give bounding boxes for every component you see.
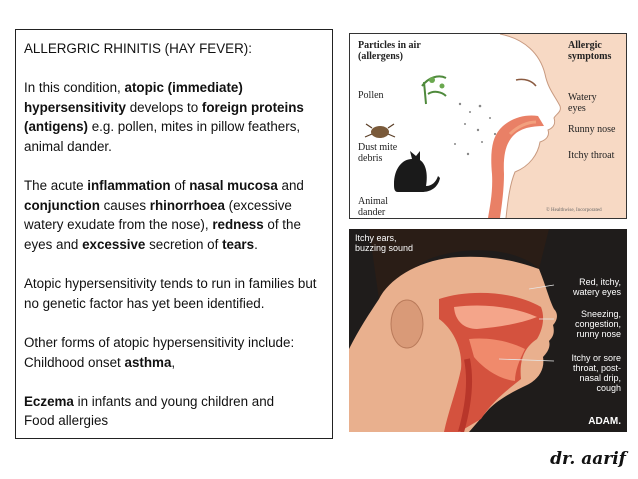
paragraph-other-forms	[24, 333, 324, 372]
text-run: (excessive watery exudate from the nose),	[24, 197, 292, 233]
ear	[391, 300, 423, 348]
paragraph-eczema	[24, 392, 324, 431]
text-run: of the eyes and	[24, 217, 301, 252]
adam-logo: ADAM.	[588, 416, 621, 427]
bold-term: tears	[222, 236, 255, 252]
text-run: In this condition,	[24, 80, 125, 96]
text-run: secretion of	[145, 236, 223, 252]
food-allergies: Food allergies	[24, 413, 109, 429]
asthma-word: asthma	[124, 354, 172, 370]
asthma-prefix: Childhood onset	[24, 354, 125, 370]
pollen-label: Pollen	[358, 90, 384, 101]
paragraph-families: Atopic hypersensitivity tends to run in families but no genetic factor has yet been identified.	[24, 276, 317, 311]
bold-term: excessive	[82, 236, 146, 252]
itchy-ears-label: Itchy ears, buzzing sound	[355, 233, 414, 253]
asthma-suffix: ,	[171, 354, 176, 370]
text-run: The acute	[24, 178, 88, 194]
cat-icon	[394, 151, 440, 192]
allergens-illustration	[349, 33, 627, 219]
anatomy-illustration	[349, 229, 627, 432]
bold-term: redness	[212, 217, 264, 233]
panel-heading: ALLERGRIC RHINITIS (HAY FEVER):	[24, 41, 252, 56]
itchy-throat-label: Itchy or sore throat, post- nasal drip, cough	[571, 353, 621, 393]
particles-label: Particles in air (allergens)	[358, 40, 421, 62]
pollen-grain	[429, 77, 435, 83]
text-run: causes	[99, 197, 150, 213]
text-panel	[15, 29, 333, 439]
text-run: e.g. pollen, mites in pillow feathers, animal dander.	[24, 119, 301, 154]
bold-term: nasal mucosa	[189, 178, 278, 194]
text-run: develops to	[125, 99, 202, 115]
bold-term: conjunction	[24, 197, 100, 213]
runny-nose-label: Runny nose	[568, 124, 616, 135]
animal-dander-label: Animal dander	[358, 196, 388, 218]
paragraph-inflammation	[24, 176, 324, 254]
eczema-word: Eczema	[24, 393, 74, 409]
particles	[454, 103, 496, 155]
itchy-throat-label: Itchy throat	[568, 150, 615, 161]
other-forms-line: Other forms of atopic hypersensitivity include:	[24, 334, 295, 350]
bold-term: rhinorrhoea	[149, 197, 225, 213]
bold-term: inflammation	[87, 178, 171, 194]
symptoms-label: Allergic symptoms	[568, 40, 612, 62]
watery-eyes-label: Watery eyes	[568, 92, 597, 114]
eye-line	[516, 79, 536, 86]
text-run: .	[254, 236, 258, 252]
text-run: of	[170, 178, 190, 194]
author-signature: dr. aarif	[550, 449, 626, 469]
bold-term: foreign proteins (antigens)	[24, 99, 304, 135]
text-run: and	[277, 178, 304, 194]
sneezing-label: Sneezing, congestion, runny nose	[574, 309, 621, 339]
red-eyes-label: Red, itchy, watery eyes	[572, 277, 621, 297]
eczema-rest: in infants and young children and	[73, 393, 275, 409]
paragraph-atopic	[24, 78, 324, 156]
image-credit: © Healthwise, Incorporated	[546, 208, 602, 213]
dust-mite-label: Dust mite debris	[358, 142, 398, 164]
bold-term: atopic (immediate) hypersensitivity	[24, 80, 243, 115]
pollen-grain	[440, 84, 445, 89]
dust-mite-icon	[371, 126, 389, 138]
